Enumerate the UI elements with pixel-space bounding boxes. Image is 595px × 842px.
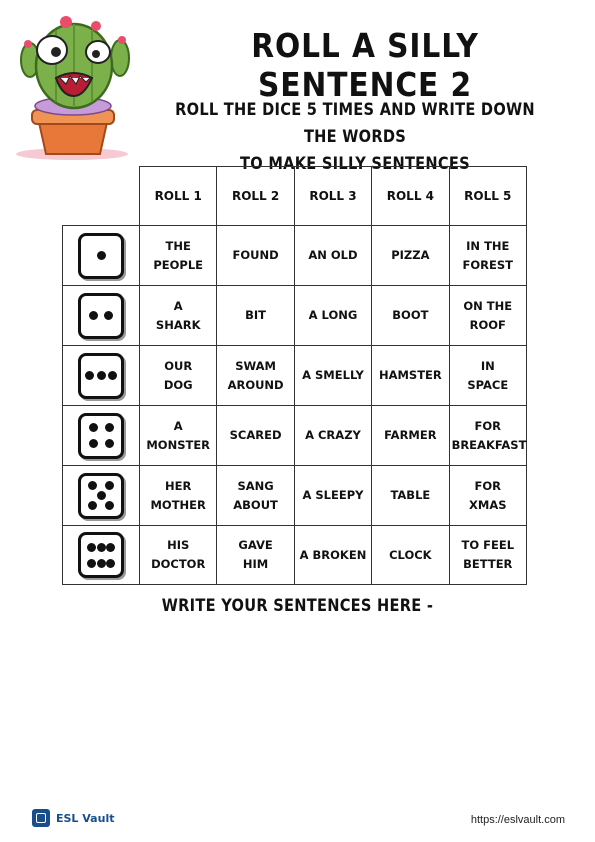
die-pip <box>105 501 114 510</box>
word-cell-roll-1: HIS DOCTOR <box>140 526 217 585</box>
die-cell <box>63 526 140 585</box>
word-cell-roll-2: GAVE HIM <box>217 526 294 585</box>
word-cell-roll-1: A SHARK <box>140 286 217 346</box>
table-row <box>63 526 527 585</box>
word-cell-roll-1: HER MOTHER <box>140 466 217 526</box>
header-roll-3: ROLL 3 <box>294 167 371 226</box>
word-cell-roll-4: HAMSTER <box>372 346 449 406</box>
word-cell-roll-5: IN THE FOREST <box>449 226 526 286</box>
table-row <box>63 406 527 466</box>
table-row <box>63 466 527 526</box>
die-pip <box>89 423 98 432</box>
die-pip <box>104 311 113 320</box>
die-pip <box>106 559 115 568</box>
die-pip <box>105 423 114 432</box>
word-cell-roll-3: A SLEEPY <box>294 466 371 526</box>
cactus-monster-icon <box>10 10 138 162</box>
table-row <box>63 346 527 406</box>
word-cell-roll-4: FARMER <box>372 406 449 466</box>
word-cell-roll-2: SANG ABOUT <box>217 466 294 526</box>
eslvault-logo <box>32 809 114 827</box>
instructions: ROLL THE DICE 5 TIMES AND WRITE DOWN THE WORDS TO MAKE SILLY SENTENCES <box>175 100 535 174</box>
word-cell-roll-5: FOR BREAKFAST <box>449 406 526 466</box>
header-blank-cell <box>63 167 140 226</box>
word-cell-roll-2: SWAM AROUND <box>217 346 294 406</box>
die-face-6-icon <box>78 532 124 578</box>
logo-text: ESL Vault <box>56 811 115 825</box>
word-cell-roll-5: FOR XMAS <box>449 466 526 526</box>
die-pip <box>97 559 106 568</box>
die-pip <box>87 559 96 568</box>
die-pip <box>87 543 96 552</box>
word-cell-roll-2: SCARED <box>217 406 294 466</box>
dice-word-table <box>62 166 527 585</box>
die-face-2-icon <box>78 293 124 339</box>
word-cell-roll-2: FOUND <box>217 226 294 286</box>
word-cell-roll-5: IN SPACE <box>449 346 526 406</box>
header-roll-5: ROLL 5 <box>449 167 526 226</box>
die-face-3-icon <box>78 353 124 399</box>
table-row <box>63 226 527 286</box>
word-cell-roll-3: A LONG <box>294 286 371 346</box>
die-pip <box>105 439 114 448</box>
vault-logo-icon <box>32 809 50 827</box>
header-roll-1: ROLL 1 <box>140 167 217 226</box>
word-cell-roll-4: BOOT <box>372 286 449 346</box>
die-cell <box>63 226 140 286</box>
word-cell-roll-3: AN OLD <box>294 226 371 286</box>
die-pip <box>89 439 98 448</box>
die-pip <box>88 481 97 490</box>
die-pip <box>97 491 106 500</box>
word-cell-roll-4: CLOCK <box>372 526 449 585</box>
write-sentences-prompt: WRITE YOUR SENTENCES HERE - <box>161 596 434 616</box>
die-cell <box>63 346 140 406</box>
header-roll-2: ROLL 2 <box>217 167 294 226</box>
word-cell-roll-1: A MONSTER <box>140 406 217 466</box>
die-pip <box>97 251 106 260</box>
die-pip <box>108 371 117 380</box>
word-cell-roll-2: BIT <box>217 286 294 346</box>
die-pip <box>106 543 115 552</box>
die-pip <box>105 481 114 490</box>
die-cell <box>63 286 140 346</box>
word-cell-roll-1: THE PEOPLE <box>140 226 217 286</box>
die-pip <box>97 371 106 380</box>
die-face-1-icon <box>78 233 124 279</box>
word-cell-roll-5: ON THE ROOF <box>449 286 526 346</box>
die-pip <box>88 501 97 510</box>
page-title: ROLL A SILLY SENTENCE 2 <box>251 26 479 104</box>
word-cell-roll-5: TO FEEL BETTER <box>449 526 526 585</box>
die-pip <box>97 543 106 552</box>
word-cell-roll-3: A CRAZY <box>294 406 371 466</box>
die-face-5-icon <box>78 473 124 519</box>
die-cell <box>63 466 140 526</box>
die-cell <box>63 406 140 466</box>
word-cell-roll-1: OUR DOG <box>140 346 217 406</box>
word-cell-roll-4: TABLE <box>372 466 449 526</box>
word-cell-roll-3: A BROKEN <box>294 526 371 585</box>
header-roll-4: ROLL 4 <box>372 167 449 226</box>
die-face-4-icon <box>78 413 124 459</box>
table-row <box>63 286 527 346</box>
site-url: https://eslvault.com <box>470 814 565 826</box>
word-cell-roll-3: A SMELLY <box>294 346 371 406</box>
die-pip <box>89 311 98 320</box>
die-pip <box>85 371 94 380</box>
word-cell-roll-4: PIZZA <box>372 226 449 286</box>
table-header-row <box>63 167 527 226</box>
